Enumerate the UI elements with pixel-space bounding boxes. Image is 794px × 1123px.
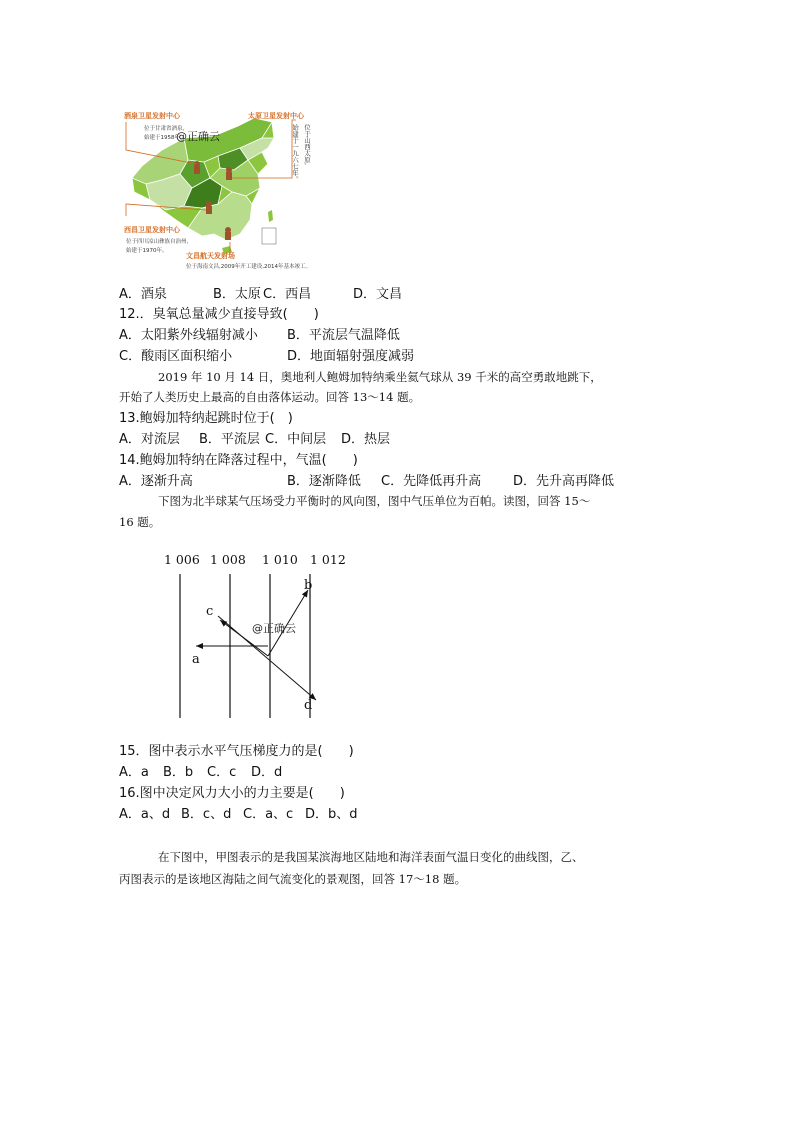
jiuquan-title: 酒泉卫星发射中心 — [124, 112, 180, 120]
q13-option-d: D．热层 — [341, 432, 391, 447]
q12-option-c: C．酸雨区面积缩小 — [119, 349, 233, 364]
q16-option-a: A．a、d — [119, 807, 171, 822]
jiuquan-marker — [194, 161, 200, 174]
q15-options — [119, 764, 282, 782]
intro-13-14-line2: 开始了人类历史上最高的自由落体运动。回答 13～14 题。 — [119, 390, 421, 404]
taiyuan-title: 太原卫星发射中心 — [248, 112, 304, 120]
taiyuan-note-col1: 始建于一九六七年。 — [291, 124, 299, 183]
q12-stem: 12.．臭氧总量减少直接导致( ) — [119, 307, 319, 322]
china-launch-sites-map — [122, 108, 318, 274]
xichang-marker — [206, 201, 212, 214]
xichang-title: 西昌卫星发射中心 — [124, 226, 180, 234]
wenchang-title: 文昌航天发射场 — [186, 252, 235, 260]
q14-stem: 14.鲍姆加特纳在降落过程中，气温( ) — [119, 453, 358, 468]
q13-option-c: C．中间层 — [265, 432, 327, 447]
q12-option-d: D．地面辐射强度减弱 — [287, 349, 415, 364]
intro-15-16-line2: 16 题。 — [119, 515, 161, 529]
arrow-label-c: c — [206, 604, 214, 619]
q16-option-c: C．a、c — [243, 807, 294, 822]
q14-option-b: B．逐渐降低 — [287, 474, 361, 489]
arrow-label-a: a — [192, 652, 200, 667]
q13-option-b: B．平流层 — [199, 432, 260, 447]
arrow-label-b: b — [304, 578, 313, 593]
pressure-wind-diagram — [160, 548, 360, 724]
q15-option-b: B．b — [163, 765, 194, 780]
q12-options-row2 — [119, 348, 414, 366]
south-sea-inset — [262, 228, 276, 244]
q15-option-c: C．c — [207, 765, 237, 780]
q12-option-a: A．太阳紫外线辐射减小 — [119, 328, 258, 343]
q14-option-c: C．先降低再升高 — [381, 474, 482, 489]
intro-15-16-line1: 下图为北半球某气压场受力平衡时的风向图，图中气压单位为百帕。读图，回答 15～ — [158, 494, 591, 508]
q16-option-b: B．c、d — [181, 807, 232, 822]
xichang-note-1: 位于四川凉山彝族自治州, — [126, 239, 189, 245]
isobar-label-1010: 1 010 — [262, 552, 298, 567]
isobar-label-1008: 1 008 — [210, 552, 246, 567]
isobar-label-1012: 1 012 — [310, 552, 346, 567]
wenchang-note: 位于海南文昌,2009年开工建设,2014年基本竣工。 — [186, 264, 311, 270]
q16-options — [119, 806, 358, 824]
diagram-watermark: @正确云 — [252, 622, 296, 635]
q14-option-d: D．先升高再降低 — [513, 474, 615, 489]
intro-17-18-line1: 在下图中，甲图表示的是我国某滨海地区陆地和海洋表面气温日变化的曲线图，乙、 — [158, 850, 584, 864]
taiyuan-note-col2: 位于山西太原, — [303, 124, 311, 166]
pressure-diagram-graphic — [160, 548, 360, 724]
q13-options — [119, 431, 390, 449]
q15-option-d: D．d — [251, 765, 283, 780]
arrow-label-d: d — [304, 698, 313, 713]
isobar-label-1006: 1 006 — [164, 552, 200, 567]
q12-options-row1 — [119, 327, 400, 345]
q16-option-d: D．b、d — [305, 807, 358, 822]
jiuquan-note-1: 位于甘肃省酒泉, — [144, 126, 185, 132]
q16-stem: 16.图中决定风力大小的力主要是( ) — [119, 786, 345, 801]
q11-option-c: C．西昌 — [263, 287, 312, 302]
q13-stem: 13.鲍姆加特纳起跳时位于( ) — [119, 411, 293, 426]
q14-option-a: A．逐渐升高 — [119, 474, 193, 489]
q14-options — [119, 473, 614, 491]
xichang-note-2: 始建于1970年。 — [126, 248, 168, 254]
q12-option-b: B．平流层气温降低 — [287, 328, 400, 343]
q11-options — [119, 286, 402, 304]
q11-option-d: D．文昌 — [353, 287, 403, 302]
taiwan-island — [268, 210, 273, 222]
q11-option-a: A．酒泉 — [119, 287, 167, 302]
q11-option-b: B．太原 — [213, 287, 261, 302]
jiuquan-note-2: 始建于1958年。 — [144, 135, 186, 141]
map-watermark: @正确云 — [176, 130, 220, 143]
q13-option-a: A．对流层 — [119, 432, 180, 447]
wenchang-marker — [225, 227, 231, 240]
taiyuan-marker — [226, 167, 232, 180]
intro-17-18-line2: 丙图表示的是该地区海陆之间气流变化的景观图，回答 17～18 题。 — [119, 872, 467, 886]
intro-13-14-line1: 2019 年 10 月 14 日，奥地利人鲍姆加特纳乘坐氦气球从 39 千米的高空勇敢地跳下， — [158, 370, 602, 384]
q15-stem: 15．图中表示水平气压梯度力的是( ) — [119, 744, 354, 759]
q15-option-a: A．a — [119, 765, 149, 780]
